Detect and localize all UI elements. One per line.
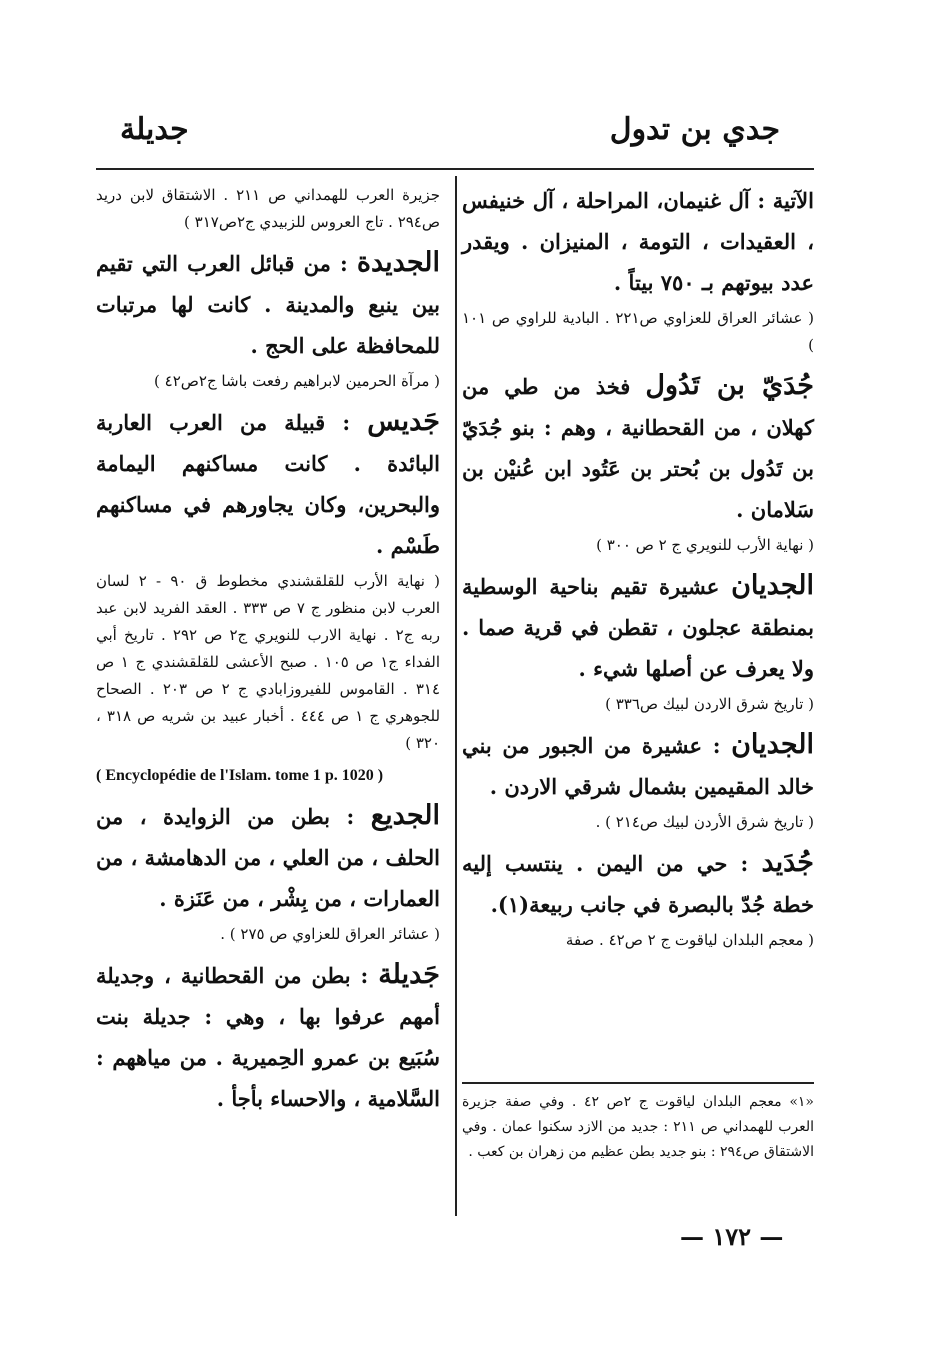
entry-text: : حي من اليمن . ينتسب إليه خطة جُدّ بالبصرة في جانب ربيعة(١). bbox=[462, 851, 814, 917]
entry-headword: الجديع bbox=[370, 800, 440, 831]
entry-headword: الجديدة bbox=[356, 247, 440, 278]
reference-french: ( Encyclopédie de l'Islam. tome 1 p. 1020 ) bbox=[96, 767, 384, 784]
entry-jadida bbox=[96, 242, 440, 366]
entry-text: : عشيرة من الجبور من بني خالد المقيمين بشمال شرقي الاردن . bbox=[462, 733, 814, 799]
entry-headword: الجديان bbox=[731, 570, 814, 601]
entry-headword: الجديان bbox=[731, 729, 814, 760]
footnote: «١» معجم البلدان لياقوت ج ٢ص ٤٢ . وفي صفة جزيرة العرب للهمداني ص ٢١١ : جديد من الازد سكنوا عمان . وفي الاشتقاق ص٢٩٤ : بنو جديد بطن عظيم من زهران بن كعب . bbox=[462, 1094, 815, 1160]
reference: ( نهاية الأرب للنويري ج ٢ ص ٣٠٠ ) bbox=[596, 536, 814, 554]
entry-jadyan-2 bbox=[462, 724, 814, 807]
entry-jadis bbox=[96, 401, 440, 566]
running-header-right: جدي بن تدول bbox=[609, 112, 780, 147]
page-number: — ١٧٢ — bbox=[680, 1222, 784, 1251]
entry-jadi bbox=[96, 795, 440, 919]
entry-jadyan-1 bbox=[462, 565, 814, 689]
column-divider bbox=[455, 176, 457, 1216]
reference-continuation: جزيرة العرب للهمداني ص ٢١١ . الاشتقاق لابن دريد ص٢٩٤ . تاج العروس للزبيدي ج٢ص٣١٧ ) bbox=[96, 186, 440, 231]
reference: ( نهاية الأرب للقلقشندي مخطوط ق ٩٠ - ٢ لسان العرب لابن منظور ج ٧ ص ٣٣٣ . العقد الفريد لابن عبد ربه ج٢ . نهاية الارب للنويري ج٢ ص ٢٩٢ . تاريخ أبي الفداء ج١ ص ١٠٥ . صبح الأعشى للقلقشندي ج ١ ص ٣١٤ . القاموس للفيروزابادي ج ٢ ص ٢٠٣ . الصحاح للجوهري ج ١ ص ٤٤٤ . أخبار عبيد بن شريه ص ٣١٨ ، ٣٢٠ ) bbox=[96, 572, 441, 752]
header-rule bbox=[96, 168, 814, 170]
entry-jadila bbox=[96, 954, 440, 1119]
reference: ( عشائر العراق للعزاوي ص ٢٧٥ ) . bbox=[220, 925, 440, 943]
entry-headword: جَديس bbox=[367, 406, 440, 437]
running-header-left: جديلة bbox=[120, 112, 189, 147]
entry-text: : بطن من القحطانية ، وجديلة أمهم عرفوا بها ، وهي : جديلة بنت سُبَيع بن عمرو الحِميرية . من مياههم : السَّلامية ، والاحساء بأجأ . bbox=[96, 963, 440, 1111]
reference: ( عشائر العراق للعزاوي ص٢٢١ . البادية للراوي ص ١٠١ ) bbox=[462, 309, 814, 354]
entry-text: : بطن من الزوايدة ، من الحلف ، من العلي ، من الدهامشة ، من العمارات ، من بِشْر ، من عَنَزة . bbox=[96, 804, 440, 911]
reference: ( معجم البلدان لياقوت ج ٢ ص٤٢ . صفة bbox=[565, 931, 814, 949]
left-column bbox=[96, 180, 440, 1119]
entry-continuation: الآتية : آل غنيمان، المراحلة ، آل خنيفس ، العقيدات ، التومة ، المنيزان . ويقدر عدد بيوتهم بـ ٧٥٠ بيتاً . bbox=[462, 188, 814, 295]
entry-text: : قبيلة من العرب العاربة البائدة . كانت مساكنهم اليمامة والبحرين، وكان يجاورهم في مساكنهم طَسْم . bbox=[96, 410, 440, 558]
entry-headword: جَديلة bbox=[378, 959, 440, 990]
entry-headword: جُدَيّ بن تَدُول bbox=[645, 370, 814, 401]
reference: ( مرآة الحرمين لابراهيم رفعت باشا ج٢ص٤٢ ) bbox=[154, 372, 440, 390]
entry-judayy bbox=[462, 365, 814, 530]
reference: ( تاريخ شرق الاردن لبيك ص٣٣٦ ) bbox=[605, 695, 814, 713]
reference: ( تاريخ شرق الأردن لبيك ص٢١٤ ) . bbox=[595, 813, 814, 831]
entry-judayd bbox=[462, 842, 814, 925]
entry-text: : من قبائل العرب التي تقيم بين ينبع والمدينة . كانت لها مرتبات للمحافظة على الحج . bbox=[96, 251, 440, 358]
right-column bbox=[462, 180, 814, 960]
footnote-rule bbox=[462, 1082, 814, 1084]
entry-text: فخذ من طي من كهلان ، من القحطانية ، وهم : بنو جُدَيّ بن تَدُول بن بُحتر بن عَتُود ابن عُنيْن بن سَلامان . bbox=[462, 374, 814, 522]
entry-headword: جُدَيد bbox=[761, 847, 814, 878]
entry-text: عشيرة تقيم بناحية الوسطية بمنطقة عجلون ، تقطن في قرية صما . ولا يعرف عن أصلها شيء . bbox=[462, 574, 814, 681]
